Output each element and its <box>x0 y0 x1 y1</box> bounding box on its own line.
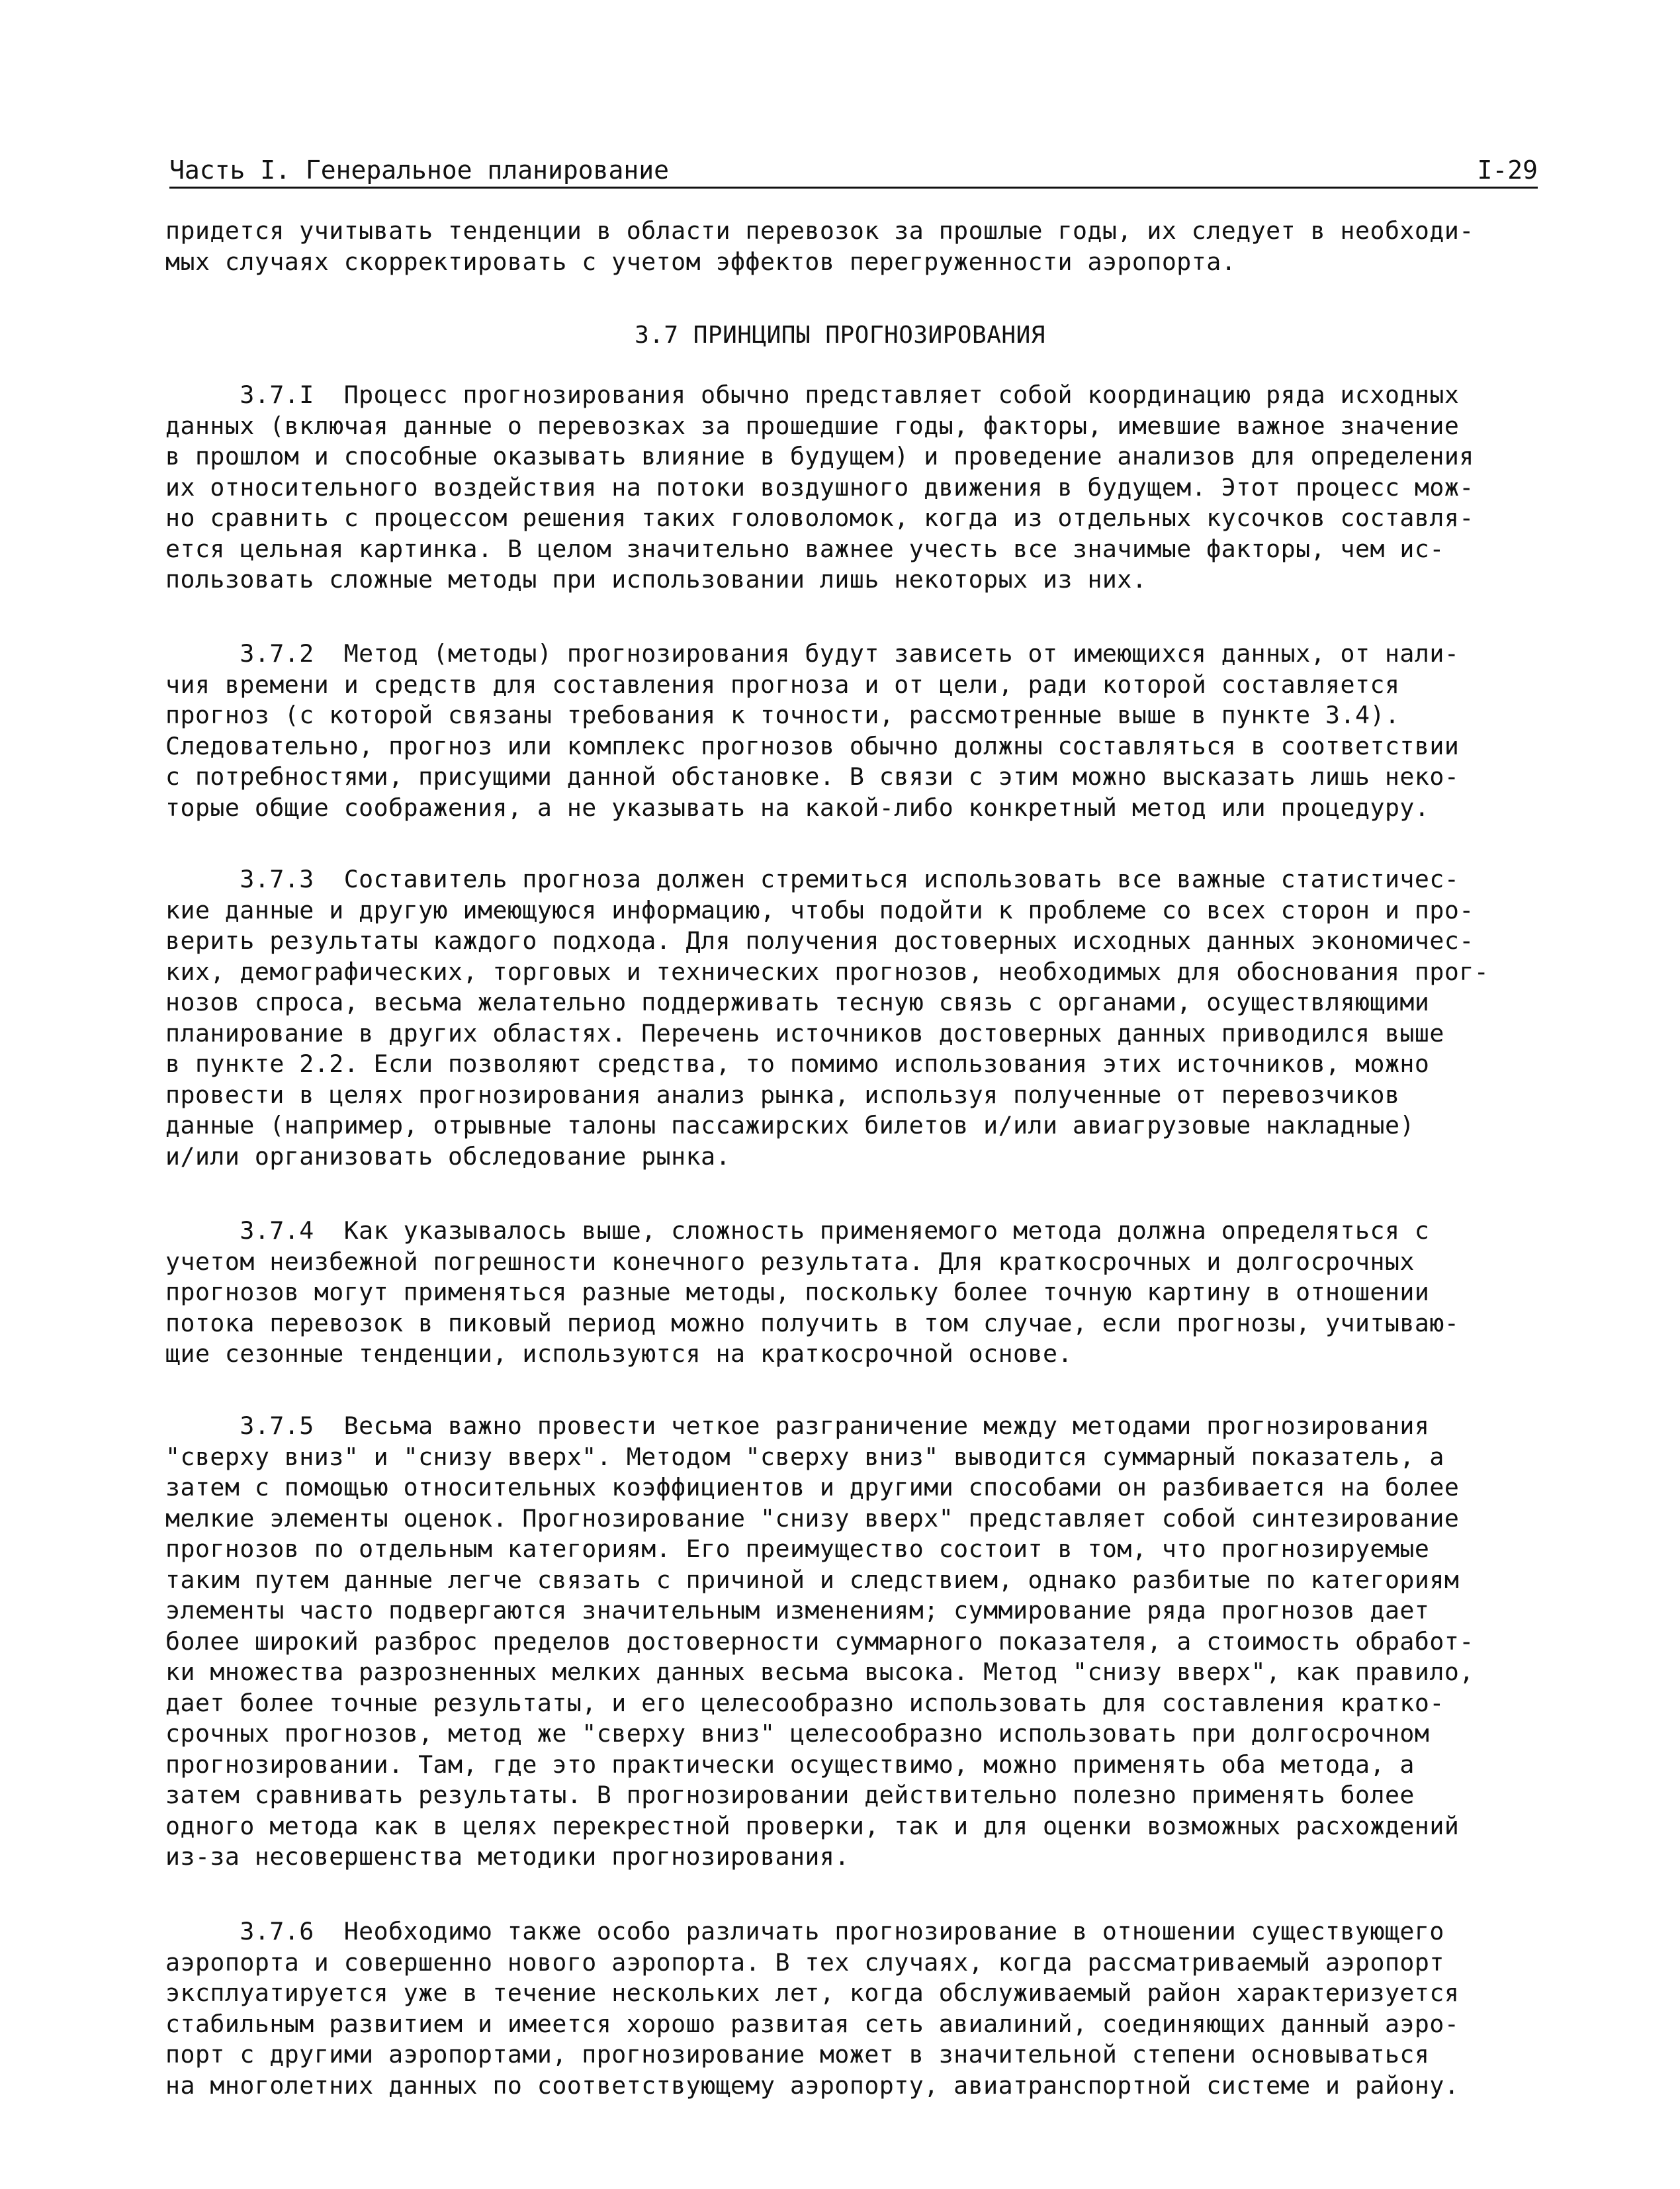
page-number: I-29 <box>1477 156 1538 185</box>
intro-text <box>165 216 1568 277</box>
text-line: мелкие элементы оценок. Прогнозирование "снизу вверх" представляет собой синтезирование <box>165 1503 1460 1533</box>
text-line: пользовать сложные методы при использовании лишь некоторых из них. <box>165 565 1147 594</box>
text-line: на многолетних данных по соответствующему аэропорту, авиатранспортной системе и району. <box>165 2071 1460 2100</box>
text-line: 3.7.6 Необходимо также особо различать прогнозирование в отношении существующего <box>165 1917 1444 1945</box>
text-line: прогнозов могут применяться разные методы, поскольку более точную картину в отношении <box>165 1278 1430 1306</box>
text-line: одного метода как в целях перекрестной проверки, так и для оценки возможных расхождений <box>165 1811 1460 1840</box>
text-line: из-за несовершенства методики прогнозирования. <box>165 1842 850 1871</box>
text-line: их относительного воздействия на потоки воздушного движения в будущем. Этот процесс мож- <box>165 472 1474 502</box>
header-title: Часть I. Генеральное планирование <box>169 156 669 185</box>
text-line: затем с помощью относительных коэффициентов и другими способами он разбивается на более <box>165 1473 1460 1501</box>
text-line: прогноз (с которой связаны требования к точности, рассмотренные выше в пункте 3.4). <box>165 701 1400 729</box>
text-line: и/или организовать обследование рынка. <box>165 1141 731 1171</box>
text-line: в прошлом и способные оказывать влияние в будущем) и проведение анализов для определения <box>165 442 1474 470</box>
text-line: эксплуатируется уже в течение нескольких лет, когда обслуживаемый район характеризуется <box>165 1979 1460 2007</box>
text-line: таким путем данные легче связать с причиной и следствием, однако разбитые по категориям <box>165 1565 1460 1594</box>
text-line: "сверху вниз" и "снизу вверх". Методом "сверху вниз" выводится суммарный показатель, а <box>165 1442 1444 1471</box>
text-line: потока перевозок в пиковый период можно получить в том случае, если прогнозы, учитываю- <box>165 1308 1460 1337</box>
text-line: щие сезонные тенденции, используются на краткосрочной основе. <box>165 1339 1073 1368</box>
paragraph-3-7-6 <box>165 1916 1568 2101</box>
text-line: данные (например, отрывные талоны пассажирских билетов и/или авиагрузовые накладные) <box>165 1111 1415 1139</box>
text-line: но сравнить с процессом решения таких головоломок, когда из отдельных кусочков составля- <box>165 504 1474 532</box>
text-line: более широкий разброс пределов достоверности суммарного показателя, а стоимость обработ- <box>165 1627 1474 1656</box>
text-line: Следовательно, прогноз или комплекс прогнозов обычно должны составляться в соответствии <box>165 731 1460 760</box>
section-heading: 3.7 ПРИНЦИПЫ ПРОГНОЗИРОВАНИЯ <box>635 322 1045 349</box>
text-line: прогнозировании. Там, где это практически осуществимо, можно применять оба метода, а <box>165 1750 1415 1779</box>
text-line: порт с другими аэропортами, прогнозирование может в значительной степени основываться <box>165 2040 1430 2069</box>
paragraph-3-7-3 <box>165 864 1568 1172</box>
header-rule <box>169 187 1538 189</box>
text-line: торые общие соображения, а не указывать на какой-либо конкретный метод или процедуру. <box>165 793 1430 822</box>
text-line: планирование в других областях. Перечень источников достоверных данных приводился выше <box>165 1018 1444 1048</box>
text-line: ких, демографических, торговых и технических прогнозов, необходимых для обоснования прог- <box>165 957 1489 986</box>
text-line: верить результаты каждого подхода. Для получения достоверных исходных данных экономичес- <box>165 926 1474 955</box>
text-line: аэропорта и совершенно нового аэропорта. В тех случаях, когда рассматриваемый аэропорт <box>165 1947 1444 1977</box>
text-line: кие данные и другую имеющуюся информацию, чтобы подойти к проблеме со всех сторон и про- <box>165 895 1474 924</box>
page-header <box>169 154 1538 187</box>
text-line: 3.7.2 Метод (методы) прогнозирования будут зависеть от имеющихся данных, от нали- <box>165 639 1460 668</box>
text-line: затем сравнивать результаты. В прогнозировании действительно полезно применять более <box>165 1781 1415 1809</box>
paragraph-3-7-4 <box>165 1216 1568 1370</box>
text-line: 3.7.5 Весьма важно провести четкое разграничение между методами прогнозирования <box>165 1411 1430 1440</box>
text-line: 3.7.I Процесс прогнозирования обычно представляет собой координацию ряда исходных <box>165 380 1460 409</box>
text-line: в пункте 2.2. Если позволяют средства, то помимо использования этих источников, можно <box>165 1050 1430 1078</box>
text-line: данных (включая данные о перевозках за прошедшие годы, факторы, имевшие важное значение <box>165 411 1460 440</box>
paragraph-3-7-5 <box>165 1411 1568 1873</box>
text-line: срочных прогнозов, метод же "сверху вниз" целесообразно использовать при долгосрочном <box>165 1719 1430 1748</box>
text-line: элементы часто подвергаются значительным изменениям; суммирование ряда прогнозов дает <box>165 1596 1430 1625</box>
text-line: стабильным развитием и имеется хорошо развитая сеть авиалиний, соединяющих данный аэро- <box>165 2009 1460 2038</box>
paragraph-3-7-2 <box>165 639 1568 823</box>
text-line: чия времени и средств для составления прогноза и от цели, ради которой составляется <box>165 670 1400 699</box>
text-line: дает более точные результаты, и его целесообразно использовать для составления кратко- <box>165 1688 1444 1717</box>
text-line: нозов спроса, весьма желательно поддерживать тесную связь с органами, осуществляющими <box>165 988 1430 1016</box>
text-line: 3.7.4 Как указывалось выше, сложность применяемого метода должна определяться с <box>165 1216 1430 1245</box>
text-line: учетом неизбежной погрешности конечного результата. Для краткосрочных и долгосрочных <box>165 1247 1415 1276</box>
text-line: прогнозов по отдельным категориям. Его преимущество состоит в том, что прогнозируемые <box>165 1535 1430 1563</box>
text-line: мых случаях скорректировать с учетом эффектов перегруженности аэропорта. <box>165 247 1237 276</box>
text-line: провести в целях прогнозирования анализ рынка, используя полученные от перевозчиков <box>165 1080 1400 1109</box>
text-line: ки множества разрозненных мелких данных весьма высока. Метод "снизу вверх", как правило, <box>165 1658 1474 1686</box>
text-line: придется учитывать тенденции в области перевозок за прошлые годы, их следует в необходи- <box>165 216 1474 245</box>
text-line: ется цельная картинка. В целом значительно важнее учесть все значимые факторы, чем ис- <box>165 534 1444 563</box>
text-line: с потребностями, присущими данной обстановке. В связи с этим можно высказать лишь неко- <box>165 762 1460 791</box>
text-line: 3.7.3 Составитель прогноза должен стремиться использовать все важные статистичес- <box>165 865 1460 893</box>
paragraph-3-7-1 <box>165 380 1568 596</box>
